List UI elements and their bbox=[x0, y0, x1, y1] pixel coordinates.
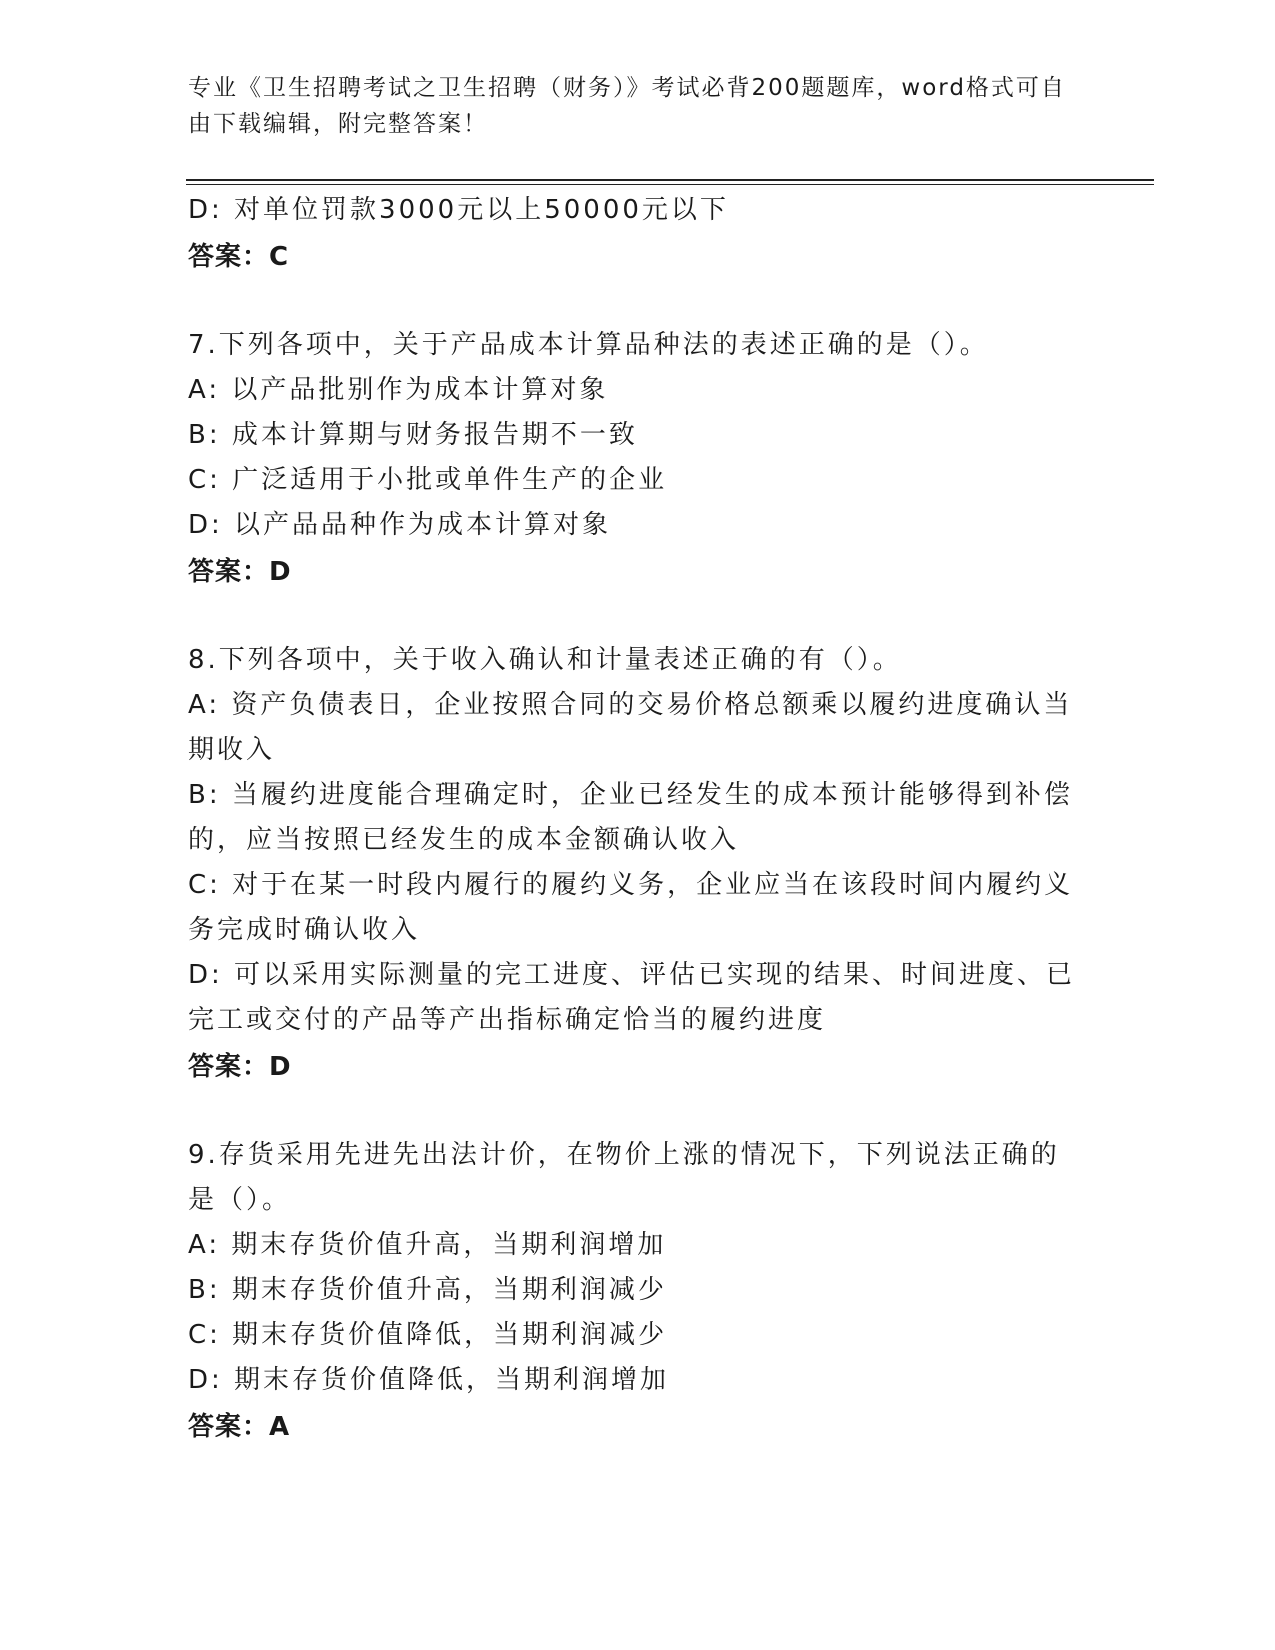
document-header: 专业《卫生招聘考试之卫生招聘（财务）》考试必背200题题库，word格式可自由下载编辑，附完整答案！ bbox=[188, 75, 1066, 137]
question-stem: 9.存货采用先进先出法计价，在物价上涨的情况下，下列说法正确的是（）。 bbox=[188, 1140, 1060, 1215]
question-8 bbox=[188, 638, 1088, 1091]
question-content bbox=[188, 188, 1088, 1451]
question-7 bbox=[188, 323, 1088, 596]
option-d: D: 期末存货价值降低，当期利润增加 bbox=[188, 1365, 670, 1395]
option-a: A: 期末存货价值升高，当期利润增加 bbox=[188, 1230, 667, 1260]
answer-label: 答案：C bbox=[188, 242, 290, 272]
option-a: A: 资产负债表日，企业按照合同的交易价格总额乘以履约进度确认当期收入 bbox=[188, 690, 1073, 765]
option-b: B: 期末存货价值升高，当期利润减少 bbox=[188, 1275, 667, 1305]
option-b: B: 当履约进度能合理确定时，企业已经发生的成本预计能够得到补偿的，应当按照已经发生的成本金额确认收入 bbox=[188, 780, 1073, 855]
option-d: D: 可以采用实际测量的完工进度、评估已实现的结果、时间进度、已完工或交付的产品等产出指标确定恰当的履约进度 bbox=[188, 960, 1076, 1035]
answer-label: 答案：D bbox=[188, 557, 292, 587]
header-rule-thin bbox=[186, 184, 1154, 185]
answer-label: 答案：D bbox=[188, 1052, 292, 1082]
option-c: C: 期末存货价值降低，当期利润减少 bbox=[188, 1320, 668, 1350]
previous-question-tail bbox=[188, 188, 1088, 281]
option-d: D: 以产品品种作为成本计算对象 bbox=[188, 510, 612, 540]
option-a: A: 以产品批别作为成本计算对象 bbox=[188, 375, 609, 405]
question-9 bbox=[188, 1133, 1088, 1451]
question-stem: 7.下列各项中，关于产品成本计算品种法的表述正确的是（）。 bbox=[188, 330, 989, 360]
header-rule-thick bbox=[186, 179, 1154, 181]
answer-label: 答案：A bbox=[188, 1412, 291, 1442]
option-c: C: 广泛适用于小批或单件生产的企业 bbox=[188, 465, 668, 495]
option-b: B: 成本计算期与财务报告期不一致 bbox=[188, 420, 638, 450]
option-c: C: 对于在某一时段内履行的履约义务，企业应当在该段时间内履约义务完成时确认收入 bbox=[188, 870, 1074, 945]
question-stem: 8.下列各项中，关于收入确认和计量表述正确的有（）。 bbox=[188, 645, 902, 675]
option-d: D: 对单位罚款3000元以上50000元以下 bbox=[188, 195, 729, 225]
